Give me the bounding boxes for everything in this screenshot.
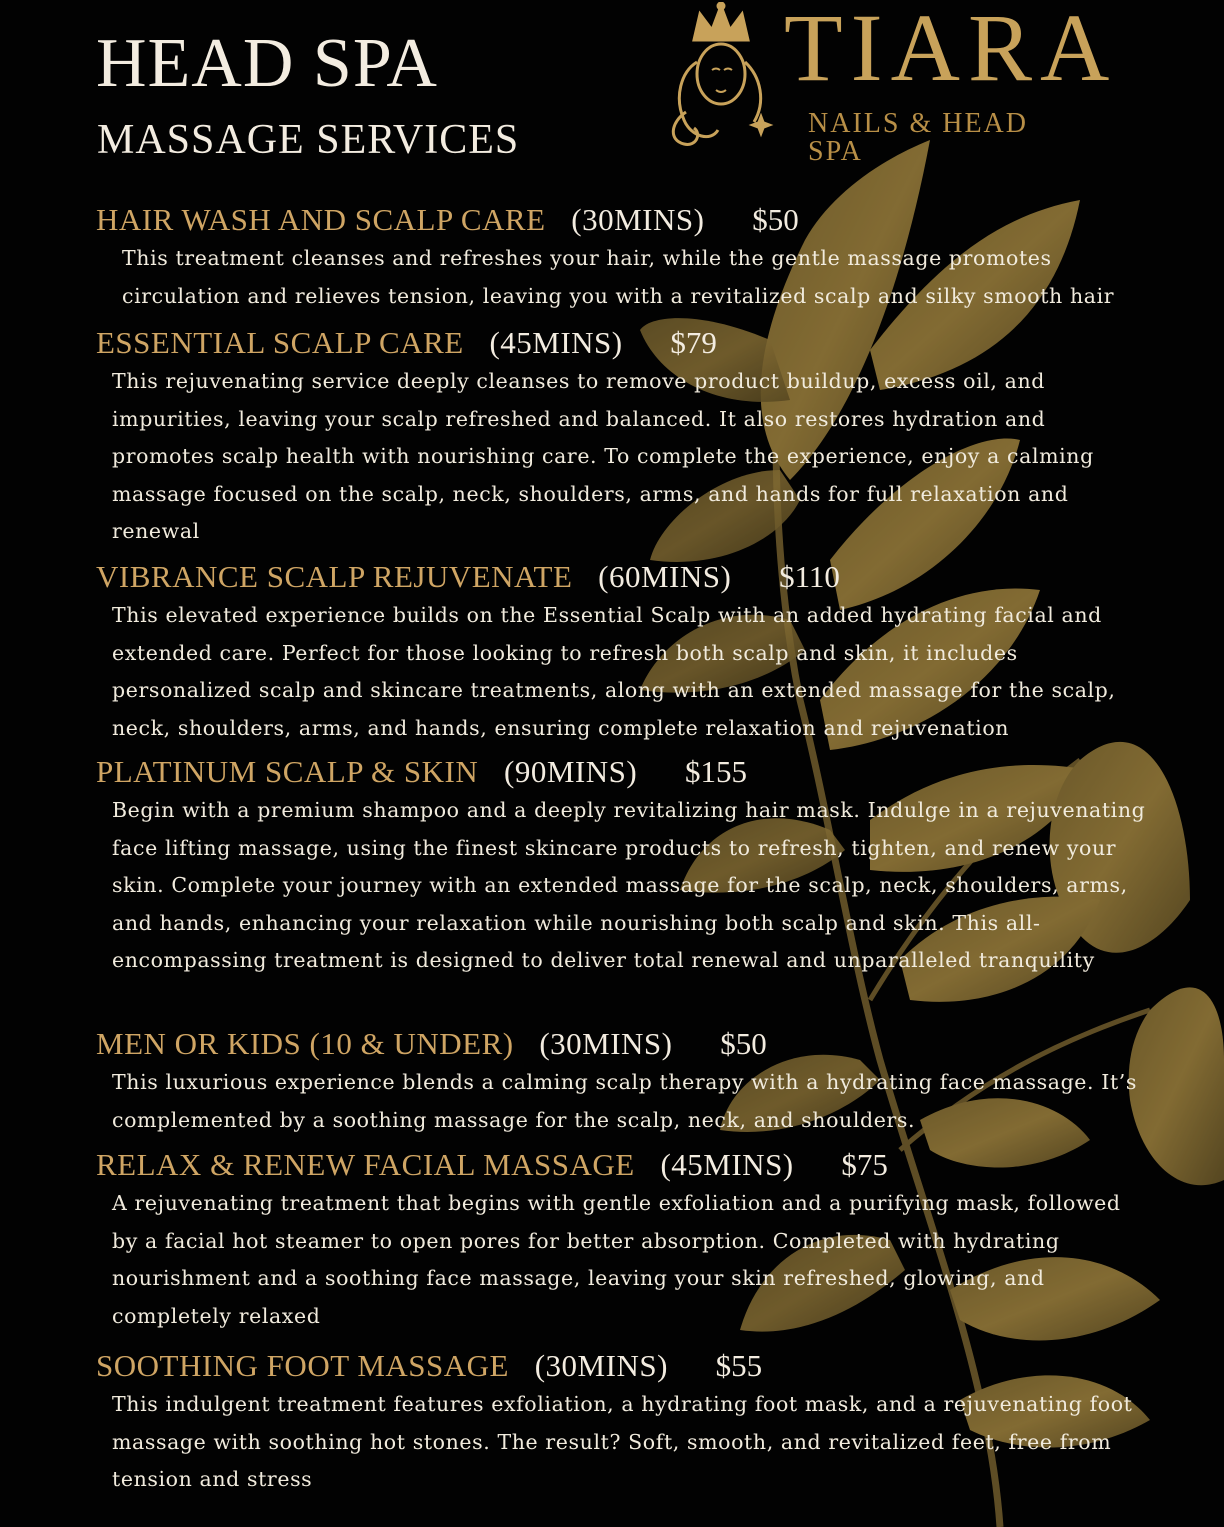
crowned-woman-logo-icon — [656, 2, 786, 152]
service-item — [96, 1145, 1176, 1335]
page-title: HEAD SPA — [96, 25, 438, 102]
service-item — [96, 1346, 1176, 1499]
service-price: $155 — [684, 754, 747, 789]
service-price: $110 — [779, 559, 840, 594]
service-price: $75 — [841, 1147, 888, 1182]
logo-name: TIARA — [784, 0, 1118, 101]
tiara-logo — [656, 0, 1118, 167]
service-duration: (60MINS) — [598, 559, 732, 594]
service-name: ESSENTIAL SCALP CARE — [96, 325, 464, 360]
service-duration: (45MINS) — [489, 325, 623, 360]
service-description: This elevated experience builds on the Essential Scalp with an added hydrating facial and extended care. Perfect for those looking to refresh both scalp and skin, it includes personalized scalp and skincare treatments, along with an extended massage for the scalp, neck, shoulders, arms, and hands, ensuring complete relaxation and rejuvenation — [112, 603, 1116, 740]
service-name: MEN OR KIDS (10 & UNDER) — [96, 1026, 514, 1061]
service-description: This treatment cleanses and refreshes your hair, while the gentle massage promotes circulation and relieves tension, leaving you with a revitalized scalp and silky smooth hair — [122, 246, 1115, 308]
service-heading — [96, 1346, 1176, 1386]
service-heading — [96, 557, 1176, 597]
service-description: A rejuvenating treatment that begins with gentle exfoliation and a purifying mask, followed by a facial hot steamer to open pores for better absorption. Completed with hydrating nourishment and a soothing face massage, leaving your skin refreshed, glowing, and completely relaxed — [112, 1191, 1121, 1328]
page-subtitle: MASSAGE SERVICES — [97, 117, 520, 163]
service-heading — [96, 1145, 1176, 1185]
service-price: $50 — [752, 202, 799, 237]
service-duration: (30MINS) — [534, 1348, 668, 1383]
service-price: $79 — [670, 325, 717, 360]
service-item — [96, 557, 1176, 747]
service-name: SOOTHING FOOT MASSAGE — [96, 1348, 509, 1383]
service-description: This luxurious experience blends a calming scalp therapy with a hydrating face massage. It’s complemented by a soothing massage for the scalp, neck, and shoulders. — [112, 1070, 1138, 1132]
service-item — [96, 1024, 1176, 1139]
service-duration: (30MINS) — [539, 1026, 673, 1061]
service-heading — [96, 1024, 1176, 1064]
service-heading — [96, 200, 1176, 240]
service-name: RELAX & RENEW FACIAL MASSAGE — [96, 1147, 635, 1182]
service-price: $55 — [715, 1348, 763, 1383]
service-item — [96, 752, 1176, 980]
service-item — [96, 200, 1176, 315]
service-description: This indulgent treatment features exfoliation, a hydrating foot mask, and a rejuvenating foot massage with soothing hot stones. The result? Soft, smooth, and revitalized feet, free from tension and stress — [112, 1392, 1133, 1492]
service-heading — [96, 752, 1176, 792]
service-duration: (90MINS) — [504, 754, 638, 789]
service-duration: (45MINS) — [660, 1147, 794, 1182]
service-name: VIBRANCE SCALP REJUVENATE — [96, 559, 573, 594]
logo-tagline: NAILS & HEAD SPA — [808, 108, 1028, 167]
service-item — [96, 323, 1176, 551]
service-description: This rejuvenating service deeply cleanses to remove product buildup, excess oil, and impurities, leaving your scalp refreshed and balanced. It also restores hydration and promotes scalp health with nourishing care. To complete the experience, enjoy a calming massage focused on the scalp, neck, shoulders, arms, and hands for full relaxation and renewal — [112, 369, 1094, 544]
service-price: $50 — [720, 1026, 767, 1061]
service-description: Begin with a premium shampoo and a deeply revitalizing hair mask. Indulge in a rejuvenating face lifting massage, using the finest skincare products to refresh, tighten, and renew your skin. Complete your journey with an extended massage for the scalp, neck, shoulders, arms, and hands, enhancing your relaxation while nourishing both scalp and skin. This all-encompassing treatment is designed to deliver total renewal and unparalleled tranquility — [112, 798, 1146, 973]
service-duration: (30MINS) — [571, 202, 705, 237]
service-name: HAIR WASH AND SCALP CARE — [96, 202, 546, 237]
service-heading — [96, 323, 1176, 363]
service-name: PLATINUM SCALP & SKIN — [96, 754, 479, 789]
